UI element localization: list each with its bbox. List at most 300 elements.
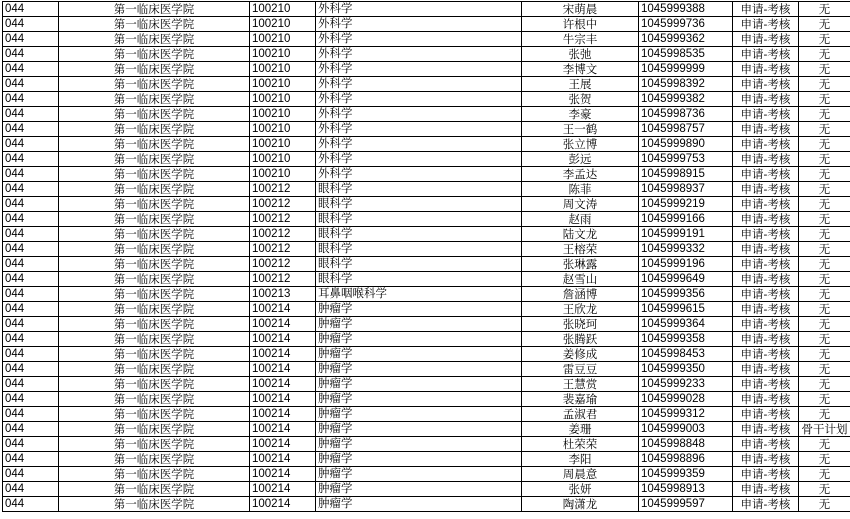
student-name-cell: 姜修成	[522, 347, 639, 362]
admission-mode-cell: 申请-考核	[733, 422, 799, 437]
college-code-cell: 044	[3, 137, 59, 152]
college-code-cell: 044	[3, 62, 59, 77]
admission-mode-cell: 申请-考核	[733, 137, 799, 152]
special-plan-cell: 无	[799, 287, 850, 302]
admission-mode-cell: 申请-考核	[733, 62, 799, 77]
college-code-cell: 044	[3, 437, 59, 452]
candidate-id-cell: 1045999358	[639, 332, 733, 347]
student-name-cell: 牛宗丰	[522, 32, 639, 47]
major-code-cell: 100210	[250, 92, 316, 107]
table-row	[3, 422, 850, 437]
special-plan-cell: 无	[799, 167, 850, 182]
college-name-cell: 第一临床医学院	[59, 92, 250, 107]
student-name-cell: 张腾跃	[522, 332, 639, 347]
college-name-cell: 第一临床医学院	[59, 77, 250, 92]
major-name-cell: 肿瘤学	[316, 347, 522, 362]
major-code-cell: 100214	[250, 422, 316, 437]
major-code-cell: 100210	[250, 32, 316, 47]
special-plan-cell: 无	[799, 47, 850, 62]
college-name-cell: 第一临床医学院	[59, 182, 250, 197]
college-name-cell: 第一临床医学院	[59, 242, 250, 257]
major-name-cell: 外科学	[316, 32, 522, 47]
candidate-id-cell: 1045999191	[639, 227, 733, 242]
major-code-cell: 100210	[250, 107, 316, 122]
admission-mode-cell: 申请-考核	[733, 152, 799, 167]
college-code-cell: 044	[3, 317, 59, 332]
college-name-cell: 第一临床医学院	[59, 152, 250, 167]
major-name-cell: 眼科学	[316, 272, 522, 287]
student-name-cell: 李阳	[522, 452, 639, 467]
candidate-id-cell: 1045999003	[639, 422, 733, 437]
special-plan-cell: 无	[799, 122, 850, 137]
admission-mode-cell: 申请-考核	[733, 92, 799, 107]
table-row	[3, 407, 850, 422]
candidate-id-cell: 1045998913	[639, 482, 733, 497]
college-name-cell: 第一临床医学院	[59, 482, 250, 497]
special-plan-cell: 骨干计划	[799, 422, 850, 437]
major-code-cell: 100212	[250, 197, 316, 212]
college-code-cell: 044	[3, 122, 59, 137]
student-name-cell: 张晓珂	[522, 317, 639, 332]
table-row	[3, 317, 850, 332]
candidate-id-cell: 1045998915	[639, 167, 733, 182]
college-code-cell: 044	[3, 212, 59, 227]
student-name-cell: 宋萌晨	[522, 2, 639, 17]
table-row	[3, 257, 850, 272]
major-code-cell: 100212	[250, 257, 316, 272]
special-plan-cell: 无	[799, 92, 850, 107]
major-code-cell: 100210	[250, 2, 316, 17]
college-code-cell: 044	[3, 107, 59, 122]
admission-mode-cell: 申请-考核	[733, 32, 799, 47]
admission-mode-cell: 申请-考核	[733, 332, 799, 347]
major-code-cell: 100210	[250, 17, 316, 32]
special-plan-cell: 无	[799, 2, 850, 17]
student-name-cell: 李博文	[522, 62, 639, 77]
admission-mode-cell: 申请-考核	[733, 302, 799, 317]
admission-mode-cell: 申请-考核	[733, 362, 799, 377]
table-row	[3, 32, 850, 47]
major-name-cell: 肿瘤学	[316, 407, 522, 422]
table-row	[3, 287, 850, 302]
major-name-cell: 外科学	[316, 2, 522, 17]
major-name-cell: 眼科学	[316, 227, 522, 242]
admission-mode-cell: 申请-考核	[733, 377, 799, 392]
student-name-cell: 王慧赏	[522, 377, 639, 392]
special-plan-cell: 无	[799, 362, 850, 377]
special-plan-cell: 无	[799, 317, 850, 332]
college-code-cell: 044	[3, 287, 59, 302]
major-name-cell: 肿瘤学	[316, 437, 522, 452]
candidate-id-cell: 1045998937	[639, 182, 733, 197]
student-name-cell: 周晨意	[522, 467, 639, 482]
college-code-cell: 044	[3, 32, 59, 47]
special-plan-cell: 无	[799, 272, 850, 287]
major-code-cell: 100210	[250, 137, 316, 152]
major-code-cell: 100210	[250, 62, 316, 77]
candidate-id-cell: 1045999615	[639, 302, 733, 317]
college-name-cell: 第一临床医学院	[59, 392, 250, 407]
college-code-cell: 044	[3, 497, 59, 512]
table-row	[3, 47, 850, 62]
major-code-cell: 100214	[250, 407, 316, 422]
special-plan-cell: 无	[799, 227, 850, 242]
admission-mode-cell: 申请-考核	[733, 257, 799, 272]
college-name-cell: 第一临床医学院	[59, 302, 250, 317]
admission-mode-cell: 申请-考核	[733, 212, 799, 227]
college-code-cell: 044	[3, 17, 59, 32]
admission-mode-cell: 申请-考核	[733, 482, 799, 497]
candidate-id-cell: 1045999356	[639, 287, 733, 302]
admission-mode-cell: 申请-考核	[733, 197, 799, 212]
major-code-cell: 100212	[250, 272, 316, 287]
special-plan-cell: 无	[799, 62, 850, 77]
table-row	[3, 392, 850, 407]
college-code-cell: 044	[3, 257, 59, 272]
college-name-cell: 第一临床医学院	[59, 212, 250, 227]
special-plan-cell: 无	[799, 392, 850, 407]
candidate-id-cell: 1045999028	[639, 392, 733, 407]
student-name-cell: 张弛	[522, 47, 639, 62]
table-row	[3, 152, 850, 167]
admission-mode-cell: 申请-考核	[733, 497, 799, 512]
student-name-cell: 王欣龙	[522, 302, 639, 317]
student-name-cell: 张贺	[522, 92, 639, 107]
college-name-cell: 第一临床医学院	[59, 2, 250, 17]
admission-mode-cell: 申请-考核	[733, 17, 799, 32]
special-plan-cell: 无	[799, 107, 850, 122]
college-name-cell: 第一临床医学院	[59, 452, 250, 467]
candidate-id-cell: 1045998848	[639, 437, 733, 452]
college-name-cell: 第一临床医学院	[59, 197, 250, 212]
major-code-cell: 100214	[250, 347, 316, 362]
college-code-cell: 044	[3, 197, 59, 212]
college-name-cell: 第一临床医学院	[59, 407, 250, 422]
college-code-cell: 044	[3, 452, 59, 467]
major-name-cell: 肿瘤学	[316, 482, 522, 497]
table-row	[3, 122, 850, 137]
college-name-cell: 第一临床医学院	[59, 227, 250, 242]
college-code-cell: 044	[3, 347, 59, 362]
table-row	[3, 467, 850, 482]
special-plan-cell: 无	[799, 32, 850, 47]
special-plan-cell: 无	[799, 197, 850, 212]
candidate-id-cell: 1045998736	[639, 107, 733, 122]
table-row	[3, 332, 850, 347]
special-plan-cell: 无	[799, 347, 850, 362]
major-name-cell: 外科学	[316, 17, 522, 32]
table-row	[3, 452, 850, 467]
table-row	[3, 107, 850, 122]
student-name-cell: 张琳露	[522, 257, 639, 272]
table-row	[3, 497, 850, 512]
student-name-cell: 王一鹤	[522, 122, 639, 137]
college-name-cell: 第一临床医学院	[59, 362, 250, 377]
candidate-id-cell: 1045999219	[639, 197, 733, 212]
candidate-id-cell: 1045999736	[639, 17, 733, 32]
student-name-cell: 赵雪山	[522, 272, 639, 287]
table-row	[3, 272, 850, 287]
college-code-cell: 044	[3, 332, 59, 347]
student-name-cell: 王展	[522, 77, 639, 92]
candidate-id-cell: 1045999364	[639, 317, 733, 332]
table-row	[3, 227, 850, 242]
major-name-cell: 眼科学	[316, 212, 522, 227]
admission-mode-cell: 申请-考核	[733, 122, 799, 137]
major-name-cell: 肿瘤学	[316, 497, 522, 512]
major-name-cell: 外科学	[316, 77, 522, 92]
student-name-cell: 张立博	[522, 137, 639, 152]
table-row	[3, 77, 850, 92]
admission-mode-cell: 申请-考核	[733, 242, 799, 257]
college-code-cell: 044	[3, 422, 59, 437]
major-code-cell: 100214	[250, 467, 316, 482]
major-name-cell: 肿瘤学	[316, 362, 522, 377]
student-name-cell: 裴嘉瑜	[522, 392, 639, 407]
college-code-cell: 044	[3, 242, 59, 257]
special-plan-cell: 无	[799, 77, 850, 92]
college-name-cell: 第一临床医学院	[59, 17, 250, 32]
student-name-cell: 孟淑君	[522, 407, 639, 422]
college-name-cell: 第一临床医学院	[59, 467, 250, 482]
admission-mode-cell: 申请-考核	[733, 407, 799, 422]
special-plan-cell: 无	[799, 497, 850, 512]
table-row	[3, 437, 850, 452]
admission-mode-cell: 申请-考核	[733, 107, 799, 122]
major-name-cell: 外科学	[316, 167, 522, 182]
major-code-cell: 100210	[250, 47, 316, 62]
table-row	[3, 212, 850, 227]
admission-mode-cell: 申请-考核	[733, 452, 799, 467]
college-code-cell: 044	[3, 227, 59, 242]
college-code-cell: 044	[3, 182, 59, 197]
student-name-cell: 陆文龙	[522, 227, 639, 242]
student-name-cell: 陈菲	[522, 182, 639, 197]
admission-roster-table	[2, 1, 850, 512]
major-code-cell: 100214	[250, 392, 316, 407]
major-name-cell: 外科学	[316, 152, 522, 167]
college-name-cell: 第一临床医学院	[59, 257, 250, 272]
major-code-cell: 100213	[250, 287, 316, 302]
major-name-cell: 外科学	[316, 122, 522, 137]
college-name-cell: 第一临床医学院	[59, 422, 250, 437]
major-code-cell: 100212	[250, 242, 316, 257]
admission-mode-cell: 申请-考核	[733, 227, 799, 242]
student-name-cell: 赵雨	[522, 212, 639, 227]
college-code-cell: 044	[3, 47, 59, 62]
major-name-cell: 肿瘤学	[316, 377, 522, 392]
college-name-cell: 第一临床医学院	[59, 122, 250, 137]
major-name-cell: 眼科学	[316, 182, 522, 197]
table-row	[3, 377, 850, 392]
candidate-id-cell: 1045999388	[639, 2, 733, 17]
college-name-cell: 第一临床医学院	[59, 107, 250, 122]
table-row	[3, 182, 850, 197]
admission-mode-cell: 申请-考核	[733, 392, 799, 407]
major-code-cell: 100214	[250, 302, 316, 317]
college-code-cell: 044	[3, 302, 59, 317]
college-code-cell: 044	[3, 377, 59, 392]
major-code-cell: 100210	[250, 152, 316, 167]
major-name-cell: 外科学	[316, 62, 522, 77]
student-name-cell: 陶潇龙	[522, 497, 639, 512]
major-name-cell: 肿瘤学	[316, 302, 522, 317]
candidate-id-cell: 1045998392	[639, 77, 733, 92]
admission-mode-cell: 申请-考核	[733, 467, 799, 482]
major-name-cell: 外科学	[316, 92, 522, 107]
college-name-cell: 第一临床医学院	[59, 377, 250, 392]
admission-mode-cell: 申请-考核	[733, 347, 799, 362]
major-name-cell: 肿瘤学	[316, 392, 522, 407]
major-name-cell: 外科学	[316, 137, 522, 152]
table-row	[3, 197, 850, 212]
special-plan-cell: 无	[799, 437, 850, 452]
major-name-cell: 外科学	[316, 47, 522, 62]
candidate-id-cell: 1045999753	[639, 152, 733, 167]
major-name-cell: 肿瘤学	[316, 332, 522, 347]
admission-mode-cell: 申请-考核	[733, 167, 799, 182]
candidate-id-cell: 1045998535	[639, 47, 733, 62]
student-name-cell: 张妍	[522, 482, 639, 497]
major-code-cell: 100214	[250, 452, 316, 467]
major-name-cell: 眼科学	[316, 197, 522, 212]
college-name-cell: 第一临床医学院	[59, 137, 250, 152]
college-name-cell: 第一临床医学院	[59, 347, 250, 362]
student-name-cell: 李豪	[522, 107, 639, 122]
special-plan-cell: 无	[799, 482, 850, 497]
major-code-cell: 100214	[250, 332, 316, 347]
major-name-cell: 肿瘤学	[316, 452, 522, 467]
college-code-cell: 044	[3, 92, 59, 107]
major-code-cell: 100210	[250, 122, 316, 137]
student-name-cell: 周文涛	[522, 197, 639, 212]
candidate-id-cell: 1045999350	[639, 362, 733, 377]
college-name-cell: 第一临床医学院	[59, 317, 250, 332]
college-code-cell: 044	[3, 272, 59, 287]
major-name-cell: 肿瘤学	[316, 467, 522, 482]
college-name-cell: 第一临床医学院	[59, 62, 250, 77]
candidate-id-cell: 1045999166	[639, 212, 733, 227]
major-code-cell: 100214	[250, 482, 316, 497]
candidate-id-cell: 1045998896	[639, 452, 733, 467]
special-plan-cell: 无	[799, 212, 850, 227]
major-code-cell: 100212	[250, 212, 316, 227]
college-name-cell: 第一临床医学院	[59, 332, 250, 347]
major-code-cell: 100210	[250, 167, 316, 182]
college-name-cell: 第一临床医学院	[59, 32, 250, 47]
candidate-id-cell: 1045999332	[639, 242, 733, 257]
college-code-cell: 044	[3, 467, 59, 482]
college-code-cell: 044	[3, 167, 59, 182]
college-code-cell: 044	[3, 362, 59, 377]
table-row	[3, 302, 850, 317]
table-row	[3, 62, 850, 77]
college-name-cell: 第一临床医学院	[59, 47, 250, 62]
admission-mode-cell: 申请-考核	[733, 287, 799, 302]
student-name-cell: 姜珊	[522, 422, 639, 437]
major-code-cell: 100212	[250, 227, 316, 242]
special-plan-cell: 无	[799, 467, 850, 482]
special-plan-cell: 无	[799, 332, 850, 347]
major-name-cell: 肿瘤学	[316, 422, 522, 437]
special-plan-cell: 无	[799, 407, 850, 422]
major-code-cell: 100214	[250, 497, 316, 512]
college-code-cell: 044	[3, 152, 59, 167]
table-row	[3, 2, 850, 17]
table-row	[3, 482, 850, 497]
student-name-cell: 杜荣荣	[522, 437, 639, 452]
special-plan-cell: 无	[799, 452, 850, 467]
roster-body	[3, 2, 850, 512]
student-name-cell: 彭远	[522, 152, 639, 167]
candidate-id-cell: 1045999312	[639, 407, 733, 422]
special-plan-cell: 无	[799, 302, 850, 317]
table-row	[3, 347, 850, 362]
table-row	[3, 92, 850, 107]
admission-mode-cell: 申请-考核	[733, 2, 799, 17]
special-plan-cell: 无	[799, 152, 850, 167]
candidate-id-cell: 1045999196	[639, 257, 733, 272]
table-row	[3, 17, 850, 32]
admission-mode-cell: 申请-考核	[733, 77, 799, 92]
table-row	[3, 167, 850, 182]
college-code-cell: 044	[3, 2, 59, 17]
major-code-cell: 100214	[250, 437, 316, 452]
admission-mode-cell: 申请-考核	[733, 47, 799, 62]
major-name-cell: 耳鼻咽喉科学	[316, 287, 522, 302]
student-name-cell: 李孟达	[522, 167, 639, 182]
special-plan-cell: 无	[799, 182, 850, 197]
college-code-cell: 044	[3, 392, 59, 407]
admission-mode-cell: 申请-考核	[733, 272, 799, 287]
major-code-cell: 100210	[250, 77, 316, 92]
college-code-cell: 044	[3, 407, 59, 422]
candidate-id-cell: 1045999359	[639, 467, 733, 482]
college-name-cell: 第一临床医学院	[59, 272, 250, 287]
candidate-id-cell: 1045999382	[639, 92, 733, 107]
table-row	[3, 242, 850, 257]
college-name-cell: 第一临床医学院	[59, 167, 250, 182]
student-name-cell: 詹涵博	[522, 287, 639, 302]
college-code-cell: 044	[3, 482, 59, 497]
major-code-cell: 100212	[250, 182, 316, 197]
special-plan-cell: 无	[799, 257, 850, 272]
candidate-id-cell: 1045998757	[639, 122, 733, 137]
admission-mode-cell: 申请-考核	[733, 182, 799, 197]
table-row	[3, 137, 850, 152]
major-code-cell: 100214	[250, 317, 316, 332]
special-plan-cell: 无	[799, 377, 850, 392]
special-plan-cell: 无	[799, 242, 850, 257]
special-plan-cell: 无	[799, 17, 850, 32]
candidate-id-cell: 1045999597	[639, 497, 733, 512]
major-code-cell: 100214	[250, 362, 316, 377]
candidate-id-cell: 1045999362	[639, 32, 733, 47]
candidate-id-cell: 1045999999	[639, 62, 733, 77]
college-name-cell: 第一临床医学院	[59, 287, 250, 302]
major-code-cell: 100214	[250, 377, 316, 392]
college-name-cell: 第一临床医学院	[59, 497, 250, 512]
candidate-id-cell: 1045998453	[639, 347, 733, 362]
college-code-cell: 044	[3, 77, 59, 92]
major-name-cell: 外科学	[316, 107, 522, 122]
admission-mode-cell: 申请-考核	[733, 437, 799, 452]
student-name-cell: 许根中	[522, 17, 639, 32]
major-name-cell: 眼科学	[316, 257, 522, 272]
student-name-cell: 王榕荣	[522, 242, 639, 257]
major-name-cell: 眼科学	[316, 242, 522, 257]
candidate-id-cell: 1045999233	[639, 377, 733, 392]
